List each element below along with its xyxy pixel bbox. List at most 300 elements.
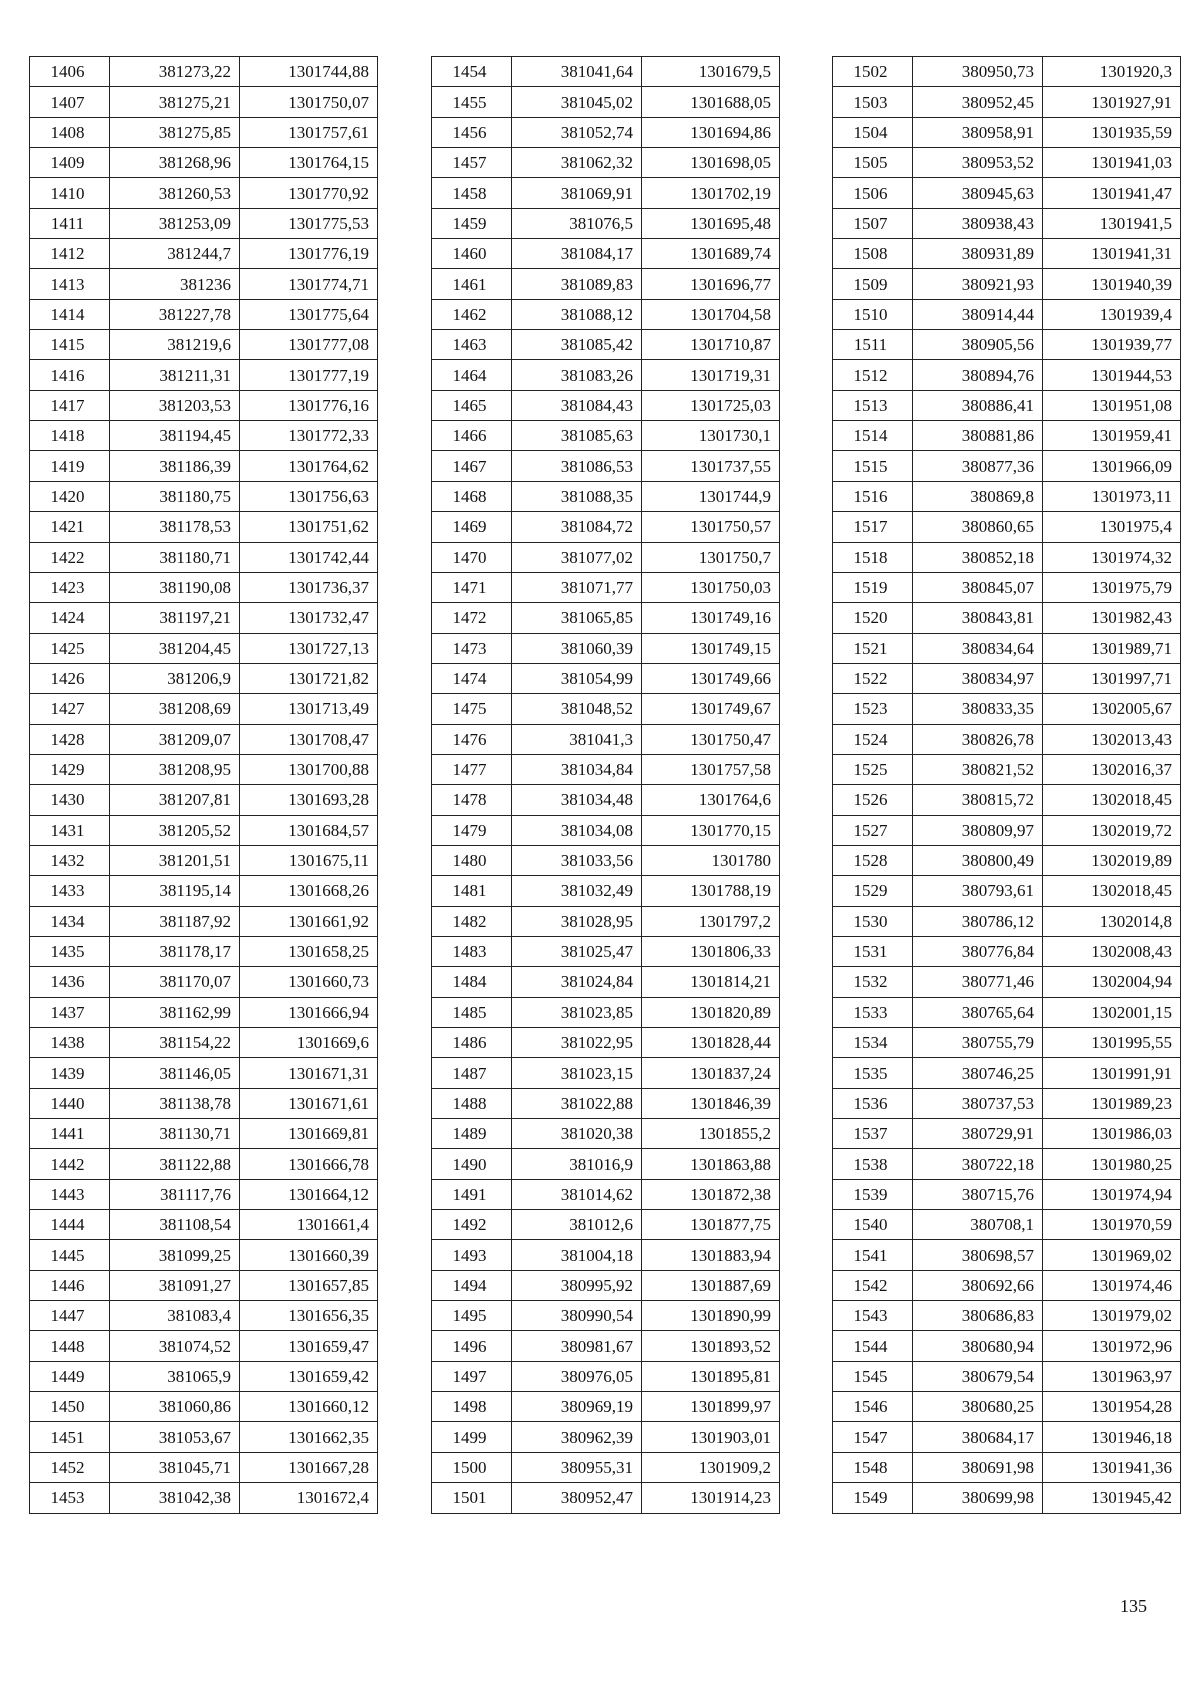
y-coordinate-cell: 1302018,45: [1043, 876, 1181, 906]
point-number-cell: 1533: [833, 997, 913, 1027]
table-row: [30, 148, 378, 178]
point-number-cell: 1541: [833, 1240, 913, 1270]
coordinates-table-3: [832, 56, 1181, 1514]
y-coordinate-cell: 1301770,92: [240, 178, 378, 208]
x-coordinate-cell: 380826,78: [913, 724, 1043, 754]
table-row: [30, 87, 378, 117]
x-coordinate-cell: 380691,98: [913, 1452, 1043, 1482]
table-row: [833, 1179, 1181, 1209]
x-coordinate-cell: 381083,4: [110, 1301, 240, 1331]
table-row: [432, 1270, 780, 1300]
x-coordinate-cell: 381205,52: [110, 815, 240, 845]
table-row: [833, 481, 1181, 511]
table-row: [432, 360, 780, 390]
y-coordinate-cell: 1301895,81: [642, 1361, 780, 1391]
table-row: [30, 360, 378, 390]
point-number-cell: 1409: [30, 148, 110, 178]
point-number-cell: 1544: [833, 1331, 913, 1361]
point-number-cell: 1435: [30, 936, 110, 966]
y-coordinate-cell: 1301777,19: [240, 360, 378, 390]
y-coordinate-cell: 1301749,67: [642, 694, 780, 724]
y-coordinate-cell: 1301668,26: [240, 876, 378, 906]
point-number-cell: 1496: [432, 1331, 512, 1361]
point-number-cell: 1525: [833, 754, 913, 784]
y-coordinate-cell: 1301659,42: [240, 1361, 378, 1391]
x-coordinate-cell: 381089,83: [512, 269, 642, 299]
y-coordinate-cell: 1301742,44: [240, 542, 378, 572]
x-coordinate-cell: 380843,81: [913, 603, 1043, 633]
x-coordinate-cell: 381146,05: [110, 1058, 240, 1088]
x-coordinate-cell: 380679,54: [913, 1361, 1043, 1391]
table-row: [30, 754, 378, 784]
table-row: [833, 724, 1181, 754]
y-coordinate-cell: 1301679,5: [642, 57, 780, 87]
y-coordinate-cell: 1301972,96: [1043, 1331, 1181, 1361]
y-coordinate-cell: 1301656,35: [240, 1301, 378, 1331]
y-coordinate-cell: 1301927,91: [1043, 87, 1181, 117]
point-number-cell: 1455: [432, 87, 512, 117]
coordinates-table-2: [431, 56, 780, 1514]
point-number-cell: 1476: [432, 724, 512, 754]
x-coordinate-cell: 381195,14: [110, 876, 240, 906]
point-number-cell: 1440: [30, 1088, 110, 1118]
table-row: [30, 845, 378, 875]
y-coordinate-cell: 1301684,57: [240, 815, 378, 845]
x-coordinate-cell: 381022,88: [512, 1088, 642, 1118]
y-coordinate-cell: 1301704,58: [642, 299, 780, 329]
x-coordinate-cell: 381211,31: [110, 360, 240, 390]
y-coordinate-cell: 1302001,15: [1043, 997, 1181, 1027]
y-coordinate-cell: 1301659,47: [240, 1331, 378, 1361]
y-coordinate-cell: 1301941,03: [1043, 148, 1181, 178]
point-number-cell: 1517: [833, 512, 913, 542]
table-row: [30, 1179, 378, 1209]
y-coordinate-cell: 1301764,15: [240, 148, 378, 178]
x-coordinate-cell: 380990,54: [512, 1301, 642, 1331]
x-coordinate-cell: 381024,84: [512, 967, 642, 997]
x-coordinate-cell: 381178,53: [110, 512, 240, 542]
table-row: [432, 239, 780, 269]
table-row: [30, 1088, 378, 1118]
y-coordinate-cell: 1301788,19: [642, 876, 780, 906]
table-row: [833, 633, 1181, 663]
table-row: [30, 512, 378, 542]
y-coordinate-cell: 1301963,97: [1043, 1361, 1181, 1391]
y-coordinate-cell: 1301945,42: [1043, 1483, 1181, 1513]
table-row: [432, 572, 780, 602]
x-coordinate-cell: 381076,5: [512, 208, 642, 238]
y-coordinate-cell: 1301846,39: [642, 1088, 780, 1118]
x-coordinate-cell: 380715,76: [913, 1179, 1043, 1209]
point-number-cell: 1547: [833, 1422, 913, 1452]
table-row: [432, 148, 780, 178]
x-coordinate-cell: 380952,45: [913, 87, 1043, 117]
x-coordinate-cell: 380852,18: [913, 542, 1043, 572]
y-coordinate-cell: 1301669,81: [240, 1119, 378, 1149]
table-row: [432, 663, 780, 693]
x-coordinate-cell: 381122,88: [110, 1149, 240, 1179]
x-coordinate-cell: 380800,49: [913, 845, 1043, 875]
table-row: [432, 845, 780, 875]
x-coordinate-cell: 380958,91: [913, 117, 1043, 147]
y-coordinate-cell: 1301970,59: [1043, 1210, 1181, 1240]
point-number-cell: 1408: [30, 117, 110, 147]
point-number-cell: 1416: [30, 360, 110, 390]
point-number-cell: 1528: [833, 845, 913, 875]
coordinates-table-1: [29, 56, 378, 1514]
x-coordinate-cell: 381273,22: [110, 57, 240, 87]
x-coordinate-cell: 380877,36: [913, 451, 1043, 481]
y-coordinate-cell: 1301750,7: [642, 542, 780, 572]
table-row: [432, 1210, 780, 1240]
x-coordinate-cell: 380886,41: [913, 390, 1043, 420]
point-number-cell: 1421: [30, 512, 110, 542]
table-row: [833, 421, 1181, 451]
x-coordinate-cell: 381016,9: [512, 1149, 642, 1179]
x-coordinate-cell: 381117,76: [110, 1179, 240, 1209]
table-row: [432, 1392, 780, 1422]
point-number-cell: 1417: [30, 390, 110, 420]
point-number-cell: 1509: [833, 269, 913, 299]
table-row: [833, 1361, 1181, 1391]
table-row: [30, 997, 378, 1027]
x-coordinate-cell: 381244,7: [110, 239, 240, 269]
table-row: [833, 1422, 1181, 1452]
point-number-cell: 1481: [432, 876, 512, 906]
y-coordinate-cell: 1301887,69: [642, 1270, 780, 1300]
y-coordinate-cell: 1301975,4: [1043, 512, 1181, 542]
point-number-cell: 1479: [432, 815, 512, 845]
point-number-cell: 1406: [30, 57, 110, 87]
point-number-cell: 1514: [833, 421, 913, 451]
y-coordinate-cell: 1301989,71: [1043, 633, 1181, 663]
point-number-cell: 1453: [30, 1483, 110, 1513]
table-row: [432, 1361, 780, 1391]
table-row: [833, 1058, 1181, 1088]
x-coordinate-cell: 380834,64: [913, 633, 1043, 663]
y-coordinate-cell: 1301657,85: [240, 1270, 378, 1300]
x-coordinate-cell: 381071,77: [512, 572, 642, 602]
x-coordinate-cell: 381201,51: [110, 845, 240, 875]
y-coordinate-cell: 1301893,52: [642, 1331, 780, 1361]
x-coordinate-cell: 380771,46: [913, 967, 1043, 997]
point-number-cell: 1548: [833, 1452, 913, 1482]
x-coordinate-cell: 380995,92: [512, 1270, 642, 1300]
x-coordinate-cell: 381219,6: [110, 330, 240, 360]
table-row: [432, 1058, 780, 1088]
table-row: [833, 1270, 1181, 1300]
point-number-cell: 1504: [833, 117, 913, 147]
point-number-cell: 1424: [30, 603, 110, 633]
table-row: [833, 967, 1181, 997]
point-number-cell: 1439: [30, 1058, 110, 1088]
point-number-cell: 1545: [833, 1361, 913, 1391]
y-coordinate-cell: 1301837,24: [642, 1058, 780, 1088]
table-row: [833, 239, 1181, 269]
point-number-cell: 1448: [30, 1331, 110, 1361]
y-coordinate-cell: 1301989,23: [1043, 1088, 1181, 1118]
point-number-cell: 1464: [432, 360, 512, 390]
table-row: [30, 57, 378, 87]
y-coordinate-cell: 1301756,63: [240, 481, 378, 511]
point-number-cell: 1442: [30, 1149, 110, 1179]
x-coordinate-cell: 381208,69: [110, 694, 240, 724]
y-coordinate-cell: 1301698,05: [642, 148, 780, 178]
y-coordinate-cell: 1301828,44: [642, 1028, 780, 1058]
y-coordinate-cell: 1301776,16: [240, 390, 378, 420]
y-coordinate-cell: 1301666,78: [240, 1149, 378, 1179]
x-coordinate-cell: 380860,65: [913, 512, 1043, 542]
point-number-cell: 1486: [432, 1028, 512, 1058]
x-coordinate-cell: 381083,26: [512, 360, 642, 390]
y-coordinate-cell: 1301660,39: [240, 1240, 378, 1270]
x-coordinate-cell: 381053,67: [110, 1422, 240, 1452]
point-number-cell: 1488: [432, 1088, 512, 1118]
point-number-cell: 1460: [432, 239, 512, 269]
x-coordinate-cell: 380684,17: [913, 1422, 1043, 1452]
table-row: [30, 1210, 378, 1240]
x-coordinate-cell: 380686,83: [913, 1301, 1043, 1331]
y-coordinate-cell: 1301899,97: [642, 1392, 780, 1422]
point-number-cell: 1441: [30, 1119, 110, 1149]
point-number-cell: 1473: [432, 633, 512, 663]
x-coordinate-cell: 380755,79: [913, 1028, 1043, 1058]
y-coordinate-cell: 1301695,48: [642, 208, 780, 238]
y-coordinate-cell: 1301727,13: [240, 633, 378, 663]
table-row: [833, 330, 1181, 360]
table-row: [432, 208, 780, 238]
table-row: [833, 390, 1181, 420]
point-number-cell: 1428: [30, 724, 110, 754]
y-coordinate-cell: 1301751,62: [240, 512, 378, 542]
table-row: [30, 815, 378, 845]
x-coordinate-cell: 380815,72: [913, 785, 1043, 815]
table-row: [833, 1210, 1181, 1240]
point-number-cell: 1454: [432, 57, 512, 87]
y-coordinate-cell: 1301974,94: [1043, 1179, 1181, 1209]
point-number-cell: 1483: [432, 936, 512, 966]
y-coordinate-cell: 1301939,4: [1043, 299, 1181, 329]
table-row: [30, 724, 378, 754]
point-number-cell: 1411: [30, 208, 110, 238]
table-row: [432, 603, 780, 633]
point-number-cell: 1516: [833, 481, 913, 511]
x-coordinate-cell: 381260,53: [110, 178, 240, 208]
y-coordinate-cell: 1301669,6: [240, 1028, 378, 1058]
x-coordinate-cell: 381154,22: [110, 1028, 240, 1058]
point-number-cell: 1457: [432, 148, 512, 178]
point-number-cell: 1512: [833, 360, 913, 390]
y-coordinate-cell: 1301749,15: [642, 633, 780, 663]
x-coordinate-cell: 380722,18: [913, 1149, 1043, 1179]
point-number-cell: 1451: [30, 1422, 110, 1452]
table-row: [432, 1240, 780, 1270]
point-number-cell: 1532: [833, 967, 913, 997]
point-number-cell: 1463: [432, 330, 512, 360]
point-number-cell: 1498: [432, 1392, 512, 1422]
y-coordinate-cell: 1301951,08: [1043, 390, 1181, 420]
y-coordinate-cell: 1301666,94: [240, 997, 378, 1027]
x-coordinate-cell: 381014,62: [512, 1179, 642, 1209]
x-coordinate-cell: 381084,43: [512, 390, 642, 420]
table-row: [833, 1028, 1181, 1058]
point-number-cell: 1419: [30, 451, 110, 481]
y-coordinate-cell: 1301688,05: [642, 87, 780, 117]
x-coordinate-cell: 381048,52: [512, 694, 642, 724]
y-coordinate-cell: 1302018,45: [1043, 785, 1181, 815]
table-row: [30, 876, 378, 906]
point-number-cell: 1523: [833, 694, 913, 724]
x-coordinate-cell: 381138,78: [110, 1088, 240, 1118]
y-coordinate-cell: 1302019,89: [1043, 845, 1181, 875]
x-coordinate-cell: 381034,48: [512, 785, 642, 815]
x-coordinate-cell: 381065,9: [110, 1361, 240, 1391]
x-coordinate-cell: 381045,02: [512, 87, 642, 117]
table-row: [432, 299, 780, 329]
table-row: [432, 1149, 780, 1179]
point-number-cell: 1478: [432, 785, 512, 815]
y-coordinate-cell: 1301935,59: [1043, 117, 1181, 147]
table-row: [30, 1058, 378, 1088]
y-coordinate-cell: 1301702,19: [642, 178, 780, 208]
y-coordinate-cell: 1301974,46: [1043, 1270, 1181, 1300]
table-row: [833, 117, 1181, 147]
x-coordinate-cell: 381045,71: [110, 1452, 240, 1482]
point-number-cell: 1546: [833, 1392, 913, 1422]
y-coordinate-cell: 1301675,11: [240, 845, 378, 875]
point-number-cell: 1430: [30, 785, 110, 815]
y-coordinate-cell: 1301713,49: [240, 694, 378, 724]
table-row: [30, 1483, 378, 1513]
y-coordinate-cell: 1301966,09: [1043, 451, 1181, 481]
point-number-cell: 1502: [833, 57, 913, 87]
table-row: [833, 754, 1181, 784]
point-number-cell: 1510: [833, 299, 913, 329]
point-number-cell: 1449: [30, 1361, 110, 1391]
point-number-cell: 1418: [30, 421, 110, 451]
point-number-cell: 1497: [432, 1361, 512, 1391]
point-number-cell: 1467: [432, 451, 512, 481]
point-number-cell: 1429: [30, 754, 110, 784]
y-coordinate-cell: 1301671,31: [240, 1058, 378, 1088]
x-coordinate-cell: 380905,56: [913, 330, 1043, 360]
x-coordinate-cell: 381088,35: [512, 481, 642, 511]
point-number-cell: 1475: [432, 694, 512, 724]
x-coordinate-cell: 380962,39: [512, 1422, 642, 1452]
table-row: [833, 299, 1181, 329]
table-row: [833, 57, 1181, 87]
x-coordinate-cell: 380894,76: [913, 360, 1043, 390]
y-coordinate-cell: 1301660,73: [240, 967, 378, 997]
x-coordinate-cell: 381077,02: [512, 542, 642, 572]
point-number-cell: 1538: [833, 1149, 913, 1179]
point-number-cell: 1530: [833, 906, 913, 936]
table-row: [30, 1361, 378, 1391]
point-number-cell: 1495: [432, 1301, 512, 1331]
table-row: [30, 1422, 378, 1452]
table-row: [833, 603, 1181, 633]
y-coordinate-cell: 1301764,62: [240, 451, 378, 481]
point-number-cell: 1407: [30, 87, 110, 117]
point-number-cell: 1492: [432, 1210, 512, 1240]
x-coordinate-cell: 381206,9: [110, 663, 240, 693]
point-number-cell: 1507: [833, 208, 913, 238]
point-number-cell: 1493: [432, 1240, 512, 1270]
table-row: [833, 87, 1181, 117]
table-row: [30, 178, 378, 208]
y-coordinate-cell: 1302004,94: [1043, 967, 1181, 997]
y-coordinate-cell: 1301780: [642, 845, 780, 875]
table-row: [833, 1452, 1181, 1482]
x-coordinate-cell: 381275,85: [110, 117, 240, 147]
x-coordinate-cell: 381180,71: [110, 542, 240, 572]
x-coordinate-cell: 381187,92: [110, 906, 240, 936]
point-number-cell: 1422: [30, 542, 110, 572]
y-coordinate-cell: 1301732,47: [240, 603, 378, 633]
y-coordinate-cell: 1301944,53: [1043, 360, 1181, 390]
y-coordinate-cell: 1301737,55: [642, 451, 780, 481]
x-coordinate-cell: 381084,72: [512, 512, 642, 542]
table-row: [432, 906, 780, 936]
y-coordinate-cell: 1301750,47: [642, 724, 780, 754]
y-coordinate-cell: 1301776,19: [240, 239, 378, 269]
table-row: [30, 208, 378, 238]
x-coordinate-cell: 381004,18: [512, 1240, 642, 1270]
x-coordinate-cell: 381208,95: [110, 754, 240, 784]
x-coordinate-cell: 381268,96: [110, 148, 240, 178]
table-row: [432, 451, 780, 481]
point-number-cell: 1526: [833, 785, 913, 815]
point-number-cell: 1539: [833, 1179, 913, 1209]
table-row: [432, 1119, 780, 1149]
y-coordinate-cell: 1301959,41: [1043, 421, 1181, 451]
point-number-cell: 1461: [432, 269, 512, 299]
table-row: [432, 512, 780, 542]
point-number-cell: 1410: [30, 178, 110, 208]
point-number-cell: 1519: [833, 572, 913, 602]
y-coordinate-cell: 1301664,12: [240, 1179, 378, 1209]
x-coordinate-cell: 380729,91: [913, 1119, 1043, 1149]
y-coordinate-cell: 1301877,75: [642, 1210, 780, 1240]
x-coordinate-cell: 380834,97: [913, 663, 1043, 693]
x-coordinate-cell: 381108,54: [110, 1210, 240, 1240]
table-row: [432, 87, 780, 117]
table-row: [30, 572, 378, 602]
point-number-cell: 1413: [30, 269, 110, 299]
point-number-cell: 1542: [833, 1270, 913, 1300]
point-number-cell: 1458: [432, 178, 512, 208]
point-number-cell: 1513: [833, 390, 913, 420]
table-row: [432, 269, 780, 299]
y-coordinate-cell: 1301775,53: [240, 208, 378, 238]
x-coordinate-cell: 380938,43: [913, 208, 1043, 238]
x-coordinate-cell: 380699,98: [913, 1483, 1043, 1513]
y-coordinate-cell: 1301991,91: [1043, 1058, 1181, 1088]
y-coordinate-cell: 1302013,43: [1043, 724, 1181, 754]
table-row: [833, 572, 1181, 602]
x-coordinate-cell: 381084,17: [512, 239, 642, 269]
point-number-cell: 1511: [833, 330, 913, 360]
table-row: [432, 1422, 780, 1452]
y-coordinate-cell: 1301689,74: [642, 239, 780, 269]
point-number-cell: 1474: [432, 663, 512, 693]
table-row: [30, 1240, 378, 1270]
point-number-cell: 1537: [833, 1119, 913, 1149]
point-number-cell: 1447: [30, 1301, 110, 1331]
point-number-cell: 1527: [833, 815, 913, 845]
point-number-cell: 1515: [833, 451, 913, 481]
table-row: [432, 542, 780, 572]
